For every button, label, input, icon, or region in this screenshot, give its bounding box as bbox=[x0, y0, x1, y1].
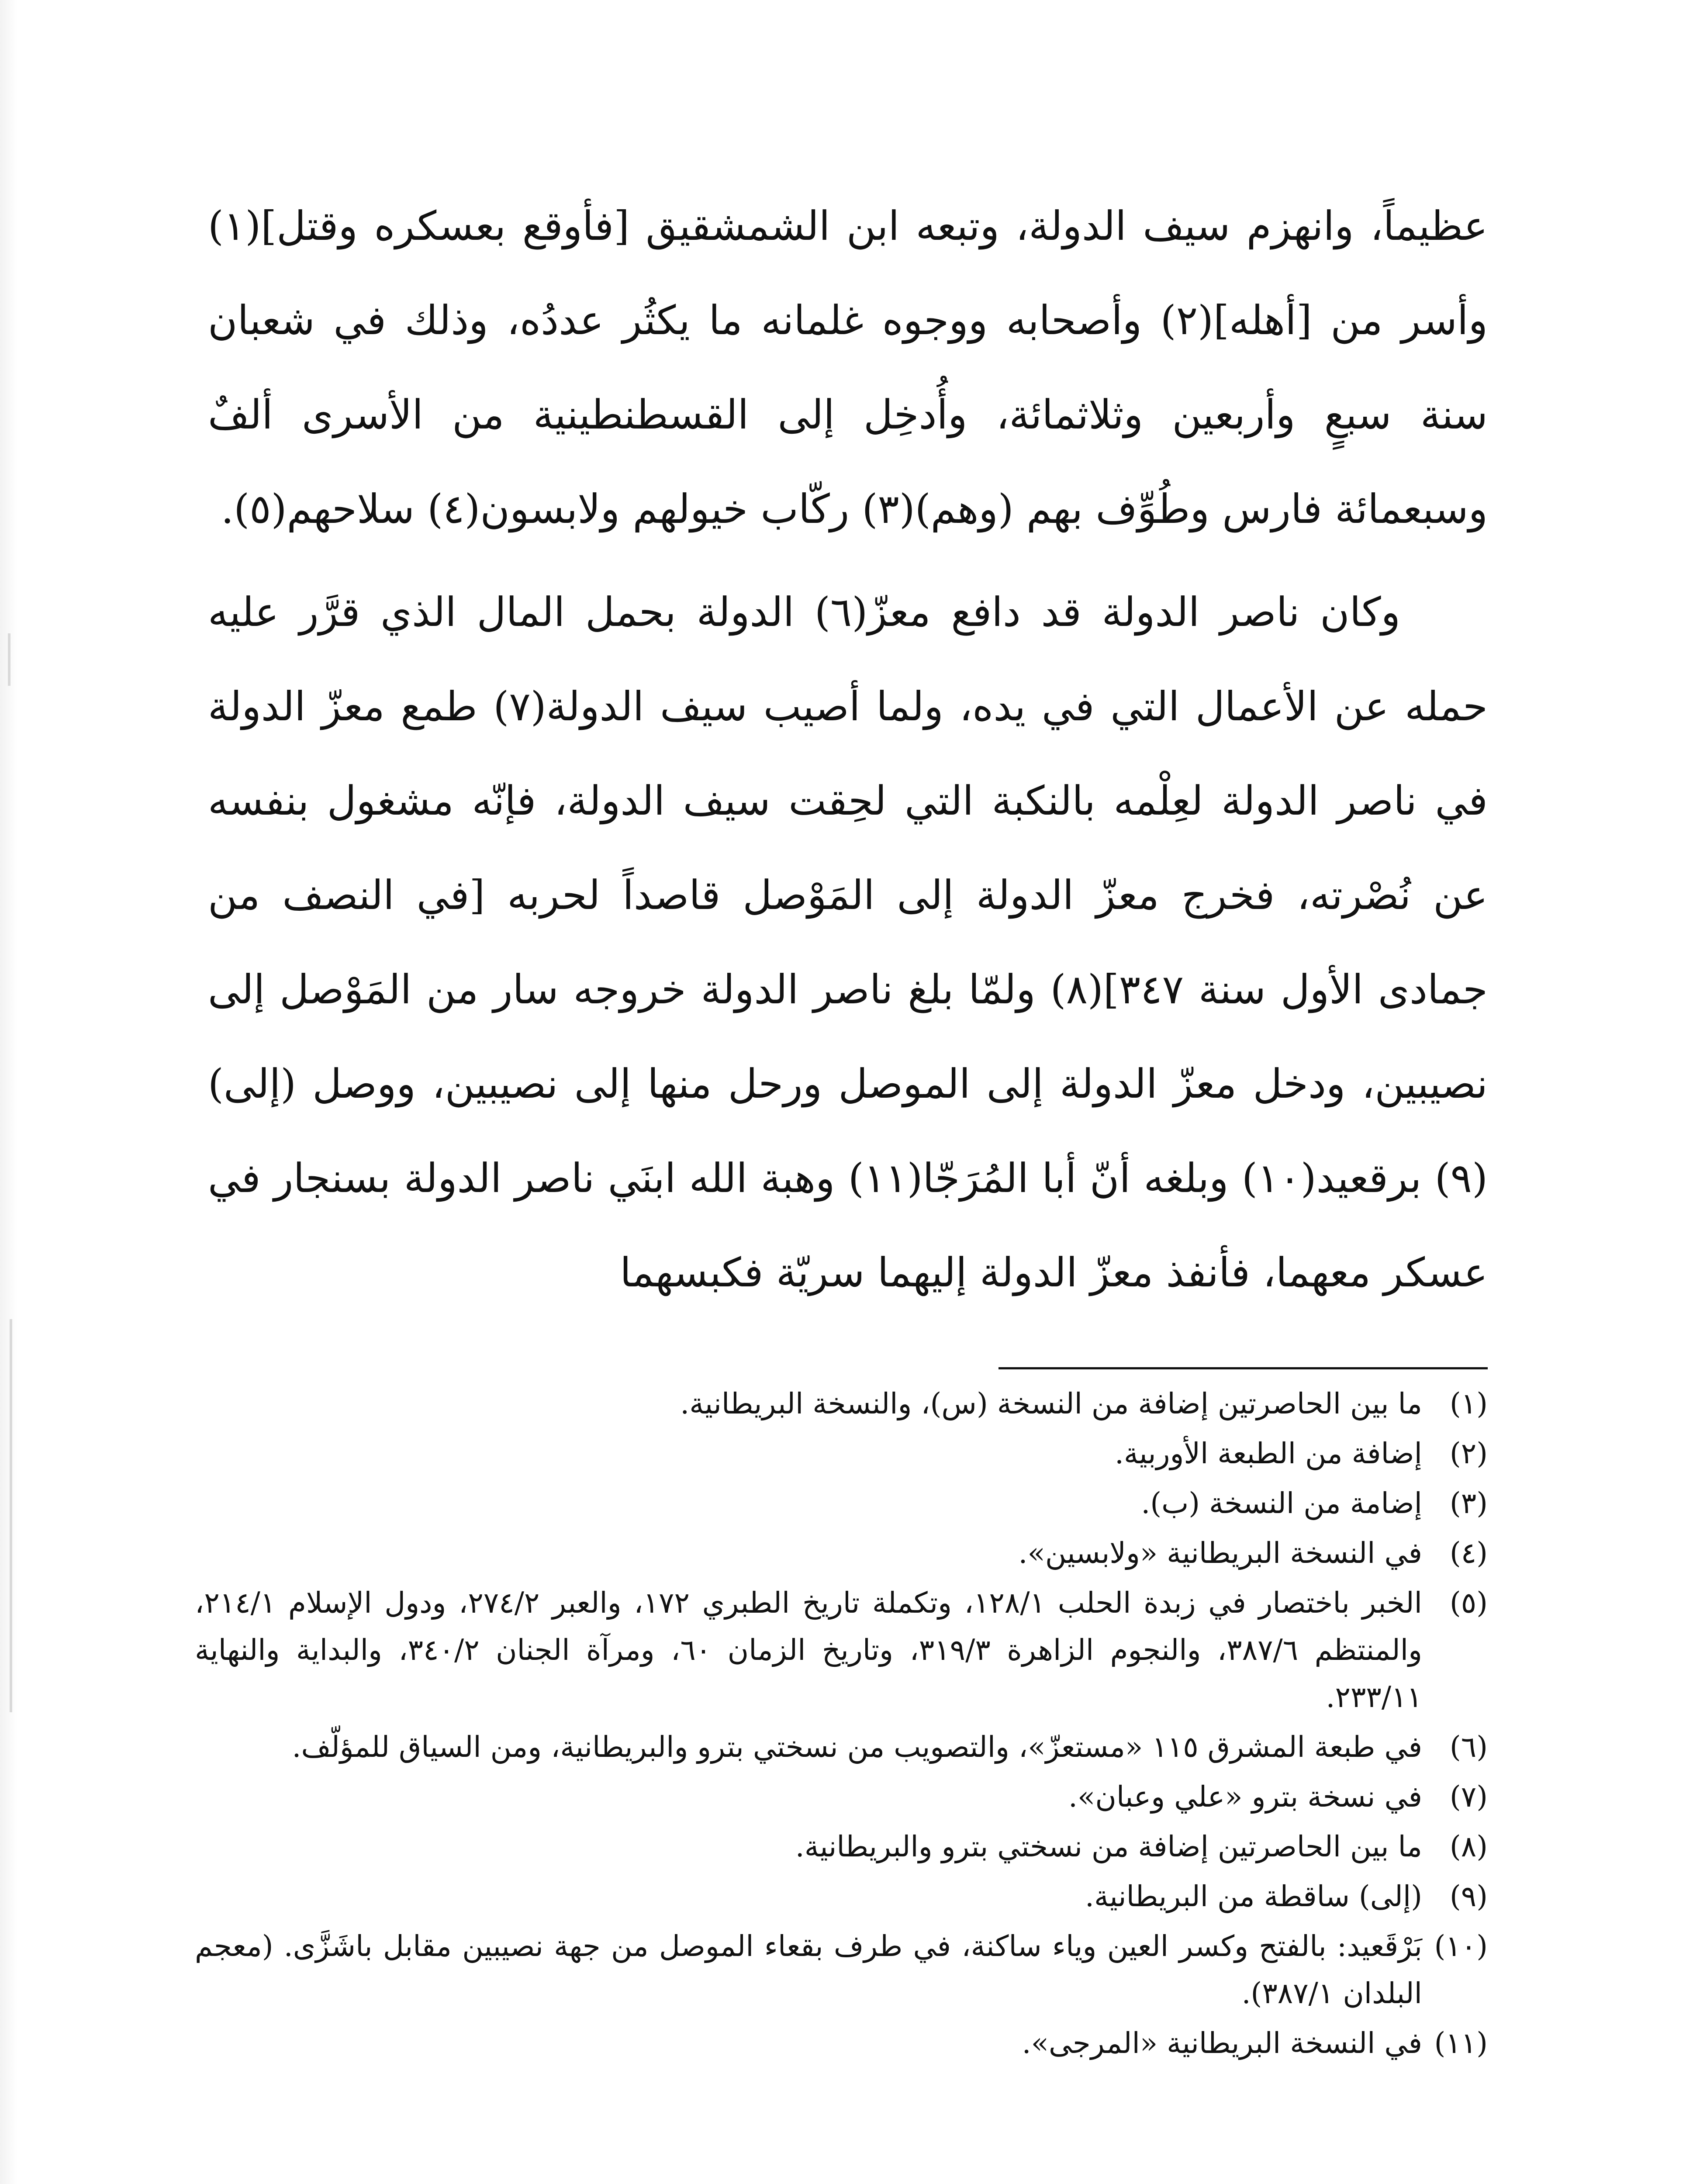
footnote-text: ما بين الحاصرتين إضافة من نسختي بترو والبريطانية. bbox=[795, 1830, 1422, 1863]
scan-left-edge bbox=[0, 0, 17, 2184]
footnote-2 bbox=[195, 1430, 1488, 1477]
footnote-text: الخبر باختصار في زبدة الحلب ١٢٨/١، وتكملة تاريخ الطبري ١٧٢، والعبر ٢٧٤/٢، ودول الإسلام ٢١٤/١، والمنتظم ٣٨٧/٦، والنجوم الزاهرة ٣١٩/٣، وتاريخ الزمان ٦٠، ومرآة الجنان ٣٤٠/٢، والبداية والنهاية ٢٣٣/١١. bbox=[195, 1586, 1423, 1714]
footnote-separator bbox=[999, 1367, 1488, 1369]
footnote-6 bbox=[195, 1724, 1488, 1771]
footnote-number: (٩) bbox=[1450, 1880, 1488, 1913]
paragraph-1: عظيماً، وانهزم سيف الدولة، وتبعه ابن الشمشقيق [فأوقع بعسكره وقتل](١) وأسر من [أهله](٢) وأصحابه ووجوه غلمانه ما يكثُر عددُه، وذلك في شعبان سنة سبعٍ وأربعين وثلاثمائة، وأُدخِل إلى القسطنطينية من الأسرى ألفٌ وسبعمائة فارس وطُوِّف بهم (وهم)(٣) ركّاب خيولهم ولابسون(٤) سلاحهم(٥). bbox=[208, 203, 1488, 532]
footnote-5 bbox=[195, 1579, 1488, 1721]
footnote-text: ما بين الحاصرتين إضافة من النسخة (س)، والنسخة البريطانية. bbox=[680, 1387, 1422, 1420]
footnote-text: في النسخة البريطانية «المرجى». bbox=[1022, 2026, 1422, 2060]
footnote-number: (٢) bbox=[1450, 1437, 1488, 1470]
footnote-text: في نسخة بترو «علي وعبان». bbox=[1068, 1780, 1422, 1814]
scan-mark bbox=[8, 633, 10, 686]
footnote-number: (٧) bbox=[1450, 1780, 1488, 1814]
footnote-number: (٥) bbox=[1450, 1586, 1488, 1620]
footnote-4 bbox=[195, 1530, 1488, 1577]
paragraph-2: وكان ناصر الدولة قد دافع معزّ(٦) الدولة بحمل المال الذي قرَّر عليه حمله عن الأعمال التي في يده، ولما أصيب سيف الدولة(٧) طمع معزّ الدولة في ناصر الدولة لعِلْمه بالنكبة التي لحِقت سيف الدولة، فإنّه مشغول بنفسه عن نُصْرته، فخرج معزّ الدولة إلى المَوْصل قاصداً لحربه [في النصف من جمادى الأول سنة ٣٤٧](٨) ولمّا بلغ ناصر الدولة خروجه سار من المَوْصل إلى نصيبين، ودخل معزّ الدولة إلى الموصل ورحل منها إلى نصيبين، ووصل (إلى)(٩) برقعيد(١٠) وبلغه أنّ أبا المُرَجّا(١١) وهبة الله ابنَي ناصر الدولة بسنجار في عسكر معهما، فأنفذ معزّ الدولة إليهما سريّة فكبسهما bbox=[208, 589, 1488, 1296]
footnote-number: (٤) bbox=[1450, 1536, 1488, 1570]
footnote-8 bbox=[195, 1823, 1488, 1870]
footnote-11 bbox=[195, 2020, 1488, 2067]
footnote-number: (١) bbox=[1450, 1387, 1488, 1420]
footnote-text: إضامة من النسخة (ب). bbox=[1141, 1486, 1422, 1520]
footnote-text: بَرْقَعيد: بالفتح وكسر العين وياء ساكنة، في طرف بقعاء الموصل من جهة نصيبين مقابل باشَزَّى. (معجم البلدان ٣٨٧/١). bbox=[195, 1929, 1422, 2010]
footnote-text: (إلى) ساقطة من البريطانية. bbox=[1085, 1880, 1422, 1913]
footnote-10 bbox=[195, 1923, 1488, 2017]
footnote-text: إضافة من الطبعة الأوربية. bbox=[1114, 1437, 1422, 1470]
footnote-number: (١١) bbox=[1434, 2026, 1488, 2060]
footnote-number: (٣) bbox=[1450, 1486, 1488, 1520]
footnote-1 bbox=[195, 1380, 1488, 1427]
footnote-number: (٨) bbox=[1450, 1830, 1488, 1863]
footnote-7 bbox=[195, 1773, 1488, 1821]
main-body-text bbox=[208, 179, 1488, 1320]
footnote-text: في طبعة المشرق ١١٥ «مستعزّ»، والتصويب من نسختي بترو والبريطانية، ومن السياق للمؤلّف. bbox=[292, 1730, 1422, 1764]
scan-mark bbox=[10, 1319, 12, 1712]
footnote-3 bbox=[195, 1480, 1488, 1527]
footnote-text: في النسخة البريطانية «ولابسين». bbox=[1018, 1536, 1422, 1570]
footnotes-section bbox=[195, 1380, 1488, 2070]
footnote-number: (١٠) bbox=[1434, 1929, 1488, 1963]
footnote-9 bbox=[195, 1873, 1488, 1920]
footnote-number: (٦) bbox=[1450, 1730, 1488, 1764]
